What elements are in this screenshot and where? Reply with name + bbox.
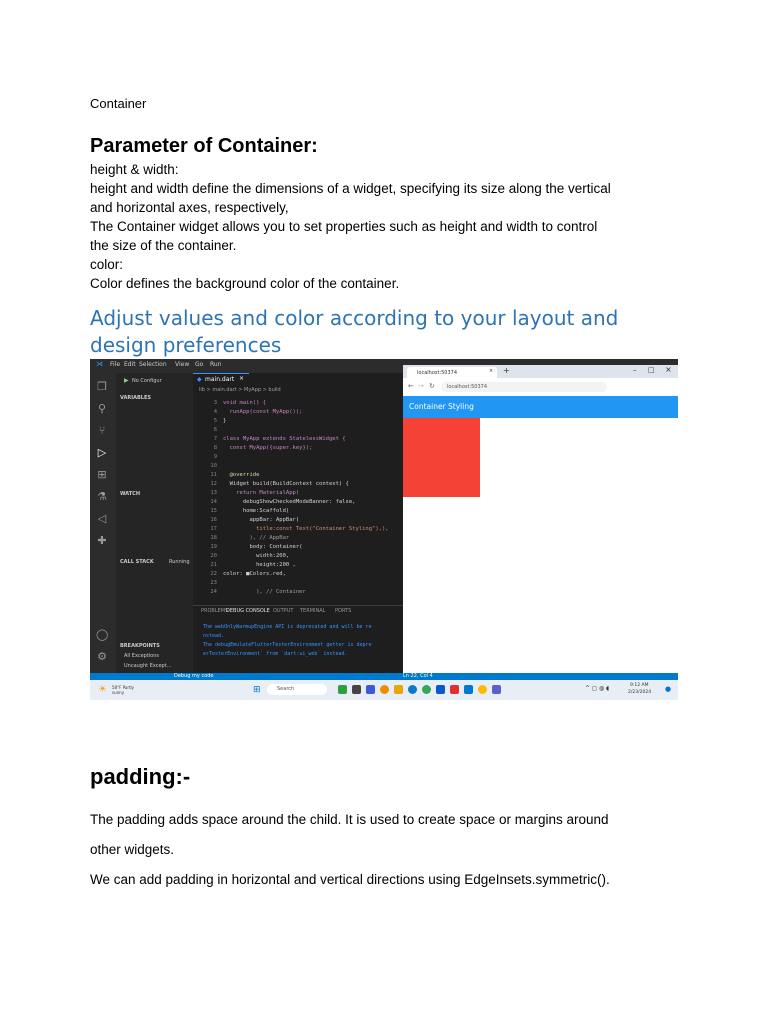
console-line: erTesterEnvironment` from `dart:ui_web` instead. — [203, 651, 348, 657]
address-bar — [403, 378, 678, 397]
vscode-screenshot — [90, 359, 678, 700]
close-icon[interactable]: × — [489, 368, 494, 374]
start-debug-icon[interactable]: ▶ — [124, 377, 129, 384]
code-text: color: ■Colors.red, — [223, 571, 286, 577]
code-text: body: Container( — [223, 544, 303, 550]
code-text: @override — [223, 472, 260, 478]
menu-edit[interactable]: Edit — [124, 361, 136, 368]
line-number: 24 — [210, 589, 217, 595]
explorer-icon[interactable]: ❐ — [97, 380, 107, 393]
line-number: 21 — [210, 562, 217, 568]
panel-tab-ports[interactable]: PORTS — [335, 608, 352, 614]
code-text: ), // Container — [223, 589, 306, 595]
blue-heading — [90, 305, 690, 359]
padding-description — [90, 805, 650, 895]
code-line[interactable] — [197, 561, 296, 570]
app-bar — [403, 396, 678, 418]
browser-window — [403, 365, 678, 673]
line-number: 6 — [213, 427, 217, 433]
code-line[interactable] — [197, 408, 302, 417]
store-icon[interactable] — [436, 685, 445, 694]
line-number: 10 — [210, 463, 217, 469]
cursor-position[interactable]: Ln 22, Col 4 — [403, 673, 433, 679]
code-editor — [193, 373, 403, 613]
code-line[interactable] — [197, 444, 312, 453]
code-line[interactable] — [197, 435, 346, 444]
new-tab-icon[interactable]: + — [503, 366, 510, 375]
status-bar-right — [403, 673, 678, 680]
chrome-icon[interactable] — [422, 685, 431, 694]
code-line[interactable] — [197, 480, 349, 489]
debug-sidebar — [116, 373, 193, 673]
code-text: return MaterialApp( — [223, 490, 300, 496]
blue-heading-line: design preferences — [90, 333, 282, 357]
line-number: 14 — [210, 499, 217, 505]
panel-tab-problems[interactable]: PROBLEMS — [201, 608, 229, 614]
code-line[interactable] — [197, 471, 259, 480]
code-text: void main() { — [223, 400, 267, 406]
line-number: 12 — [210, 481, 217, 487]
menu-go[interactable]: Go — [195, 361, 204, 368]
code-line[interactable] — [197, 516, 299, 525]
code-line[interactable] — [197, 507, 289, 516]
code-text: title:const Text("Container Styling"),), — [223, 526, 389, 532]
line-number: 3 — [213, 400, 217, 406]
app-bar-title: Container Styling — [409, 402, 474, 411]
line-number: 17 — [210, 526, 217, 532]
line-number: 9 — [213, 454, 217, 460]
editor-tab-label: main.dart — [205, 376, 235, 383]
code-line[interactable] — [197, 525, 389, 534]
code-text: const MyApp({super.key}); — [223, 445, 313, 451]
line-number: 22 — [210, 571, 217, 577]
section-heading-padding: padding:- — [90, 764, 191, 789]
account-icon[interactable]: ◯ — [96, 628, 109, 641]
code-text: appBar: AppBar( — [223, 517, 300, 523]
clock-time[interactable]: 9:12 AM — [630, 683, 649, 688]
parameter-description — [90, 160, 650, 293]
code-text: class MyApp extends StatelessWidget { — [223, 436, 346, 442]
text-line: other widgets. — [90, 842, 175, 857]
url-input[interactable]: localhost:50374 — [441, 382, 607, 392]
line-number: 13 — [210, 490, 217, 496]
panel-tab-debug-console[interactable]: DEBUG CONSOLE — [226, 608, 270, 614]
text-line: The padding adds space around the child. It is used to create space or margins around — [90, 812, 609, 827]
vscode-icon[interactable] — [464, 685, 473, 694]
text-line: and horizontal axes, respectively, — [90, 200, 289, 215]
code-line[interactable] — [197, 462, 223, 471]
run-config-select[interactable]: No Configur — [132, 378, 162, 384]
status-text[interactable]: Debug my code — [174, 673, 214, 679]
gear-icon[interactable]: ⚙ — [97, 650, 107, 663]
line-number: 19 — [210, 544, 217, 550]
system-tray-icons[interactable]: ^ ◻ ◍ ◖ — [585, 685, 610, 692]
sidebar-section-breakpoints[interactable]: BREAKPOINTS — [120, 643, 160, 649]
close-window-icon[interactable]: × — [665, 365, 672, 374]
code-line[interactable] — [197, 543, 302, 552]
code-text: runApp(const MyApp()); — [223, 409, 303, 415]
code-line[interactable] — [197, 399, 266, 408]
text-line: We can add padding in horizontal and vertical directions using EdgeInsets.symmetric(). — [90, 872, 610, 887]
line-number: 15 — [210, 508, 217, 514]
code-line[interactable] — [197, 570, 286, 579]
editor-tab[interactable] — [193, 373, 249, 386]
browser-tab-bar — [403, 365, 678, 378]
line-number: 23 — [210, 580, 217, 586]
status-bar — [90, 673, 403, 680]
line-number: 4 — [213, 409, 217, 415]
browser-tab[interactable] — [407, 367, 497, 378]
code-text: debugShowCheckedModeBanner: false, — [223, 499, 356, 505]
line-number: 16 — [210, 517, 217, 523]
extensions-icon[interactable]: ⊞ — [97, 468, 107, 481]
chat-icon[interactable] — [366, 685, 375, 694]
code-line[interactable] — [197, 552, 289, 561]
breakpoint-uncaught-exceptions[interactable]: Uncaught Except... — [124, 663, 172, 669]
taskbar-search-label: Search — [277, 686, 295, 692]
search-icon[interactable]: ⚲ — [97, 402, 107, 415]
edge-icon[interactable] — [408, 685, 417, 694]
line-number: 8 — [213, 445, 217, 451]
text-line: The Container widget allows you to set properties such as height and width to control — [90, 219, 598, 234]
text-line: the size of the container. — [90, 238, 237, 253]
flutter-icon[interactable]: ◁ — [97, 512, 107, 525]
code-line[interactable] — [197, 453, 223, 462]
youtube-icon[interactable] — [450, 685, 459, 694]
file-explorer-icon[interactable] — [394, 685, 403, 694]
line-number: 20 — [210, 553, 217, 559]
menu-file[interactable]: File — [110, 361, 121, 368]
menu-run[interactable]: Run — [210, 361, 222, 368]
text-line: color: — [90, 257, 124, 272]
code-line[interactable] — [197, 498, 355, 507]
windows-start-icon[interactable]: ⊞ — [253, 685, 261, 695]
app-icon[interactable] — [338, 685, 347, 694]
sidebar-section-variables[interactable]: VARIABLES — [120, 395, 151, 401]
sidebar-section-watch[interactable]: WATCH — [120, 491, 141, 497]
forward-icon[interactable]: → — [418, 382, 424, 390]
code-text: Widget build(BuildContext context) { — [223, 481, 349, 487]
console-line: nstead. — [203, 633, 225, 639]
code-text: width:200, — [223, 553, 290, 559]
console-line: The debugEmulateFlutterTesterEnvironment getter is depre — [203, 642, 372, 648]
code-line[interactable] — [197, 588, 306, 597]
source-control-icon[interactable]: ⑂ — [98, 424, 106, 437]
minimize-icon[interactable]: – — [633, 366, 637, 374]
text-line: Color defines the background color of the container. — [90, 276, 400, 291]
browser-tab-label: localhost:50374 — [417, 370, 458, 376]
code-line[interactable] — [197, 534, 289, 543]
line-number: 11 — [210, 472, 217, 478]
menu-selection[interactable]: Selection — [139, 361, 167, 368]
section-heading-parameters: Parameter of Container: — [90, 135, 318, 157]
red-container — [403, 418, 480, 497]
console-line: The webOnlyWarmupEngine API is deprecated and will be re — [203, 624, 372, 630]
line-number: 7 — [213, 436, 217, 442]
testing-icon[interactable]: ⚗ — [97, 490, 107, 503]
brave-icon[interactable] — [380, 685, 389, 694]
run-debug-icon[interactable]: ▷ — [97, 446, 107, 459]
weather-icon: ☀ — [98, 684, 107, 695]
activity-bar — [90, 373, 116, 673]
code-text: height:200 , — [223, 562, 296, 568]
panel-tab-terminal[interactable]: TERMINAL — [300, 608, 326, 614]
breakpoint-all-exceptions[interactable]: All Exceptions — [124, 653, 159, 659]
sidebar-section-call-stack[interactable]: CALL STACK — [120, 559, 154, 565]
debug-console-panel — [193, 605, 403, 674]
text-line: height and width define the dimensions of a widget, specifying its size along the vertical — [90, 181, 611, 196]
breadcrumb[interactable]: lib > main.dart > MyApp > build — [199, 387, 281, 393]
clock-date[interactable]: 2/23/2024 — [628, 690, 652, 695]
weather-text[interactable]: 58°F Partly sunny — [112, 685, 135, 695]
chrome-app-icon[interactable] — [478, 685, 487, 694]
dart-file-icon: ◆ — [197, 376, 202, 383]
panel-tab-output[interactable]: OUTPUT — [273, 608, 294, 614]
code-line[interactable] — [197, 426, 223, 435]
taskbar-search[interactable] — [267, 684, 327, 695]
task-view-icon[interactable] — [352, 685, 361, 694]
visual-studio-icon[interactable] — [492, 685, 501, 694]
code-text: ), // AppBar — [223, 535, 290, 541]
back-icon[interactable]: ← — [408, 382, 414, 390]
blue-heading-line: Adjust values and color according to your layout and — [90, 306, 619, 330]
call-stack-status: Running — [169, 559, 190, 565]
windows-taskbar — [90, 680, 678, 700]
text-line: height & width: — [90, 162, 179, 177]
code-text: } — [223, 418, 227, 424]
notification-icon[interactable]: ● — [665, 685, 672, 693]
line-number: 18 — [210, 535, 217, 541]
menu-view[interactable]: View — [175, 361, 190, 368]
maximize-icon[interactable]: □ — [648, 366, 655, 374]
code-line[interactable] — [197, 579, 223, 588]
code-text: home:Scaffold( — [223, 508, 290, 514]
vscode-logo-icon: ⋊ — [96, 360, 103, 368]
python-icon[interactable]: ✚ — [97, 534, 107, 547]
reload-icon[interactable]: ↻ — [429, 382, 435, 390]
line-number: 5 — [213, 418, 217, 424]
close-icon[interactable]: × — [239, 375, 245, 382]
code-line[interactable] — [197, 489, 299, 498]
caption: Container — [90, 96, 147, 111]
code-line[interactable] — [197, 417, 226, 426]
